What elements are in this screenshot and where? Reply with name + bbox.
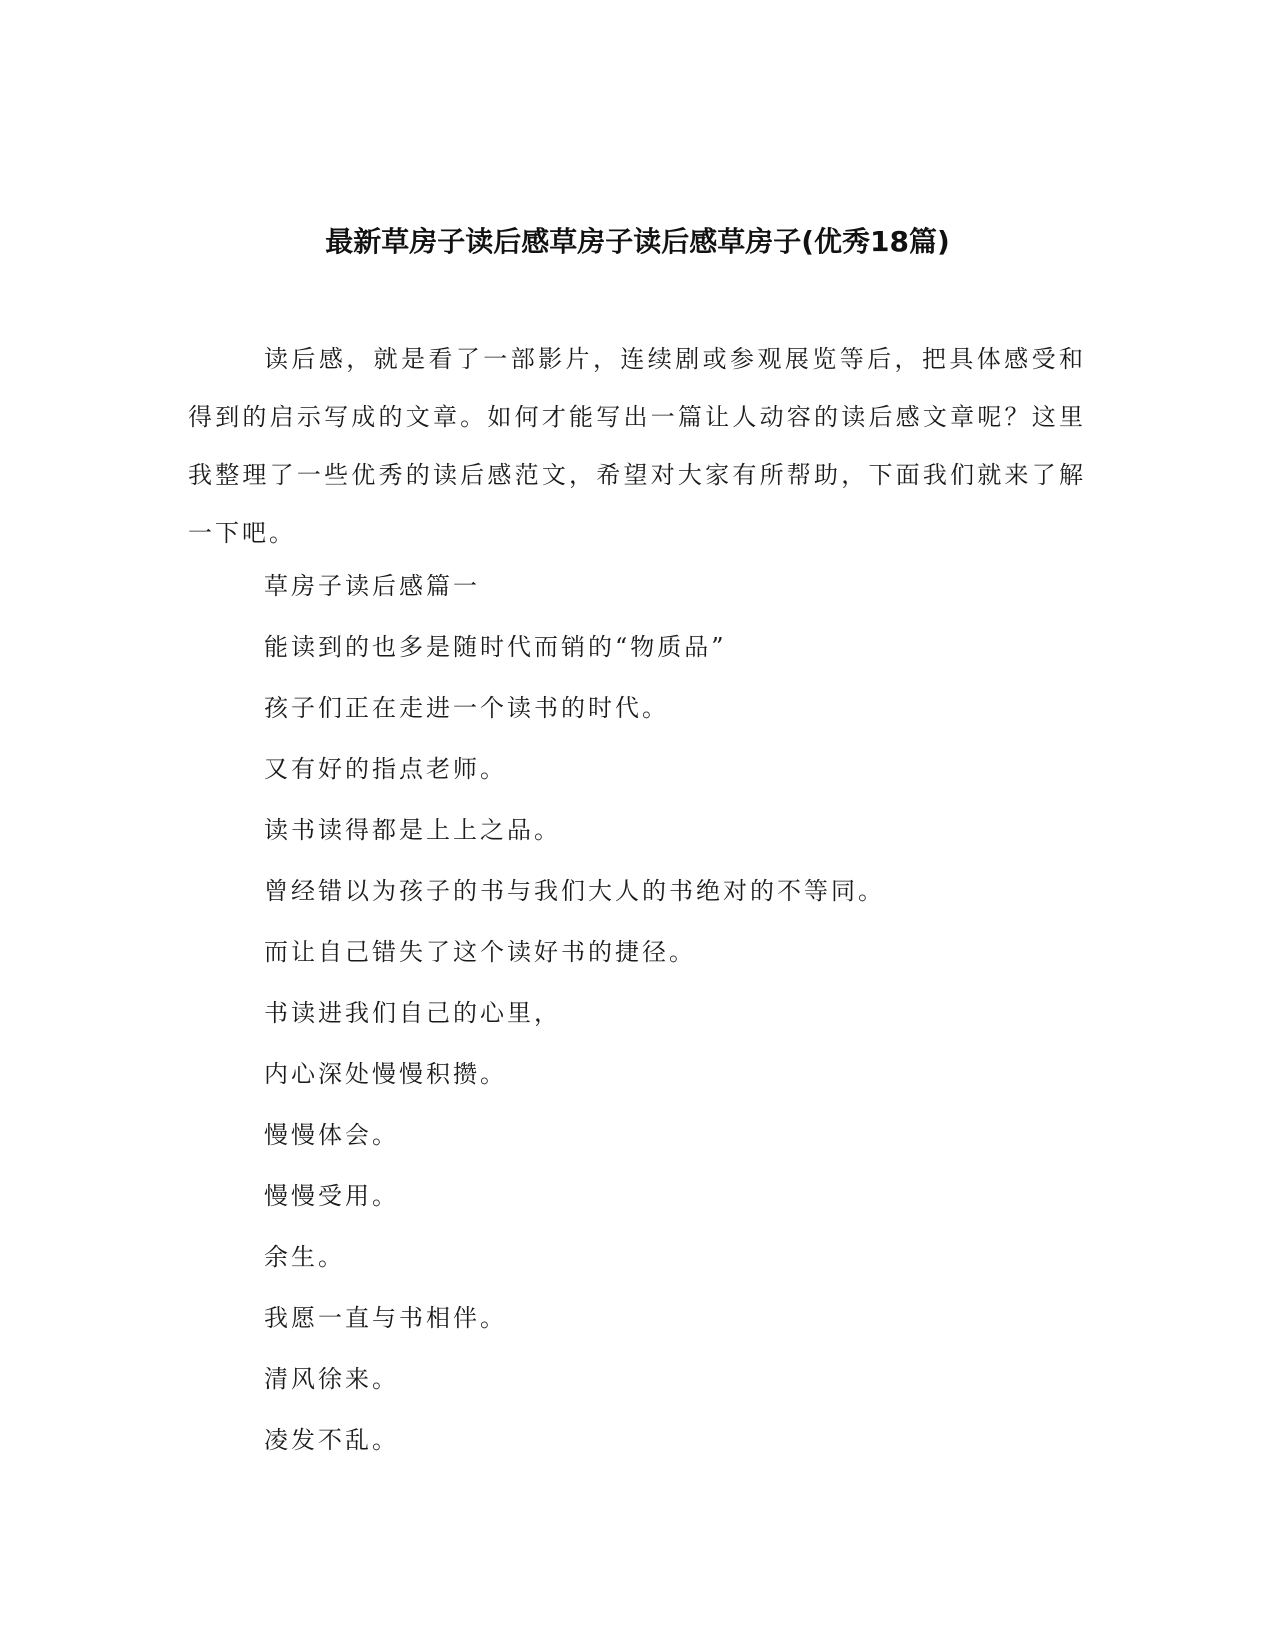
body-line: 我愿一直与书相伴。 [264, 1304, 507, 1332]
body-line: 内心深处慢慢积攒。 [264, 1060, 507, 1088]
body-line: 慢慢受用。 [264, 1182, 399, 1210]
body-line: 凌发不乱。 [264, 1426, 399, 1454]
body-line: 慢慢体会。 [264, 1121, 399, 1149]
body-line: 余生。 [264, 1243, 345, 1271]
body-line: 曾经错以为孩子的书与我们大人的书绝对的不等同。 [264, 877, 885, 905]
body-lines [264, 556, 1114, 1471]
body-line: 清风徐来。 [264, 1365, 399, 1393]
body-line: 又有好的指点老师。 [264, 755, 507, 783]
body-line: 而让自己错失了这个读好书的捷径。 [264, 938, 696, 966]
body-line: 读书读得都是上上之品。 [264, 816, 561, 844]
body-line: 书读进我们自己的心里， [264, 999, 561, 1027]
intro-paragraph: 读后感，就是看了一部影片，连续剧或参观展览等后，把具体感受和得到的启示写成的文章。如何才能写出一篇让人动容的读后感文章呢？这里我整理了一些优秀的读后感范文，希望对大家有所帮助，下面我们就来了解一下吧。 [188, 345, 1086, 547]
body-line: 孩子们正在走进一个读书的时代。 [264, 694, 669, 722]
body-line: 能读到的也多是随时代而销的“物质品” [264, 633, 727, 661]
section-heading: 草房子读后感篇一 [264, 572, 480, 600]
document-title: 最新草房子读后感草房子读后感草房子(优秀18篇) [325, 224, 950, 258]
